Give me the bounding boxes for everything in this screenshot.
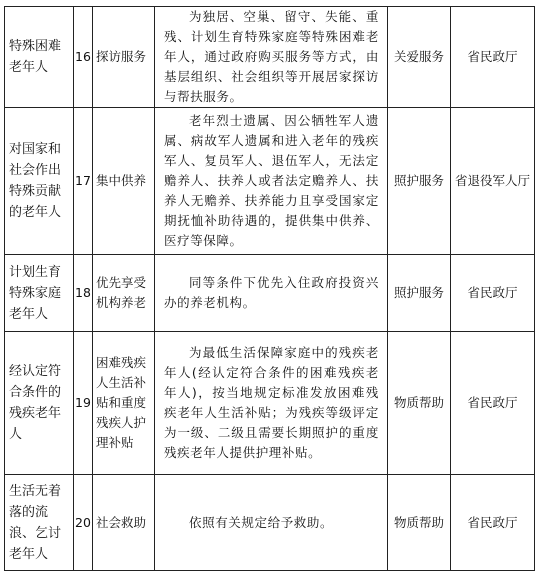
elderly-services-table [4,6,535,571]
service-content-cell [155,7,388,108]
service-content-text: 为独居、空巢、留守、失能、重残、计划生育特殊家庭等特殊困难老年人，通过政府购买服务等方式，由基层组织、社会组织等开展居家探访与帮扶服务。 [164,9,379,104]
responsible-department-cell: 省民政厅 [451,255,535,332]
item-number-cell: 20 [74,475,93,571]
table-row [5,7,535,108]
service-content-cell [155,108,388,255]
table-row [5,332,535,475]
responsible-department-cell: 省民政厅 [451,332,535,475]
service-category-cell: 照护服务 [388,108,451,255]
target-group-cell: 对国家和社会作出特殊贡献的老年人 [5,108,74,255]
service-item-cell: 优先享受机构养老 [93,255,155,332]
service-content-text: 同等条件下优先入住政府投资兴办的养老机构。 [164,275,379,310]
service-item-cell: 集中供养 [93,108,155,255]
service-content-cell [155,332,388,475]
table-row [5,255,535,332]
service-content-text: 老年烈士遗属、因公牺牲军人遗属、病故军人遗属和进入老年的残疾军人、复员军人、退伍军人，无法定赡养人、扶养人或者法定赡养人、扶养人无赡养、扶养能力且享受国家定期抚恤补助待遇的，提供集中供养、医疗等保障。 [164,113,379,248]
service-content-cell [155,475,388,571]
service-category-cell: 物质帮助 [388,475,451,571]
service-content-text: 为最低生活保障家庭中的残疾老年人(经认定符合条件的困难残疾老年人)，按当地规定标准发放困难残疾老年人生活补贴；为残疾等级评定为一级、二级且需要长期照护的重度残疾老年人提供护理补贴。 [164,345,379,460]
service-content-cell [155,255,388,332]
service-item-cell: 探访服务 [93,7,155,108]
table-row [5,475,535,571]
target-group-cell: 特殊困难老年人 [5,7,74,108]
service-category-cell: 物质帮助 [388,332,451,475]
responsible-department-cell: 省民政厅 [451,475,535,571]
responsible-department-cell: 省民政厅 [451,7,535,108]
target-group-cell: 计划生育特殊家庭老年人 [5,255,74,332]
service-content-text: 依照有关规定给予救助。 [189,514,334,530]
responsible-department-cell: 省退役军人厅 [451,108,535,255]
target-group-cell: 经认定符合条件的残疾老年人 [5,332,74,475]
service-item-cell: 社会救助 [93,475,155,571]
item-number-cell: 19 [74,332,93,475]
item-number-cell: 17 [74,108,93,255]
service-item-cell: 困难残疾人生活补贴和重度残疾人护理补贴 [93,332,155,475]
target-group-cell: 生活无着落的流浪、乞讨老年人 [5,475,74,571]
service-category-cell: 照护服务 [388,255,451,332]
service-category-cell: 关爱服务 [388,7,451,108]
item-number-cell: 18 [74,255,93,332]
table-row [5,108,535,255]
item-number-cell: 16 [74,7,93,108]
